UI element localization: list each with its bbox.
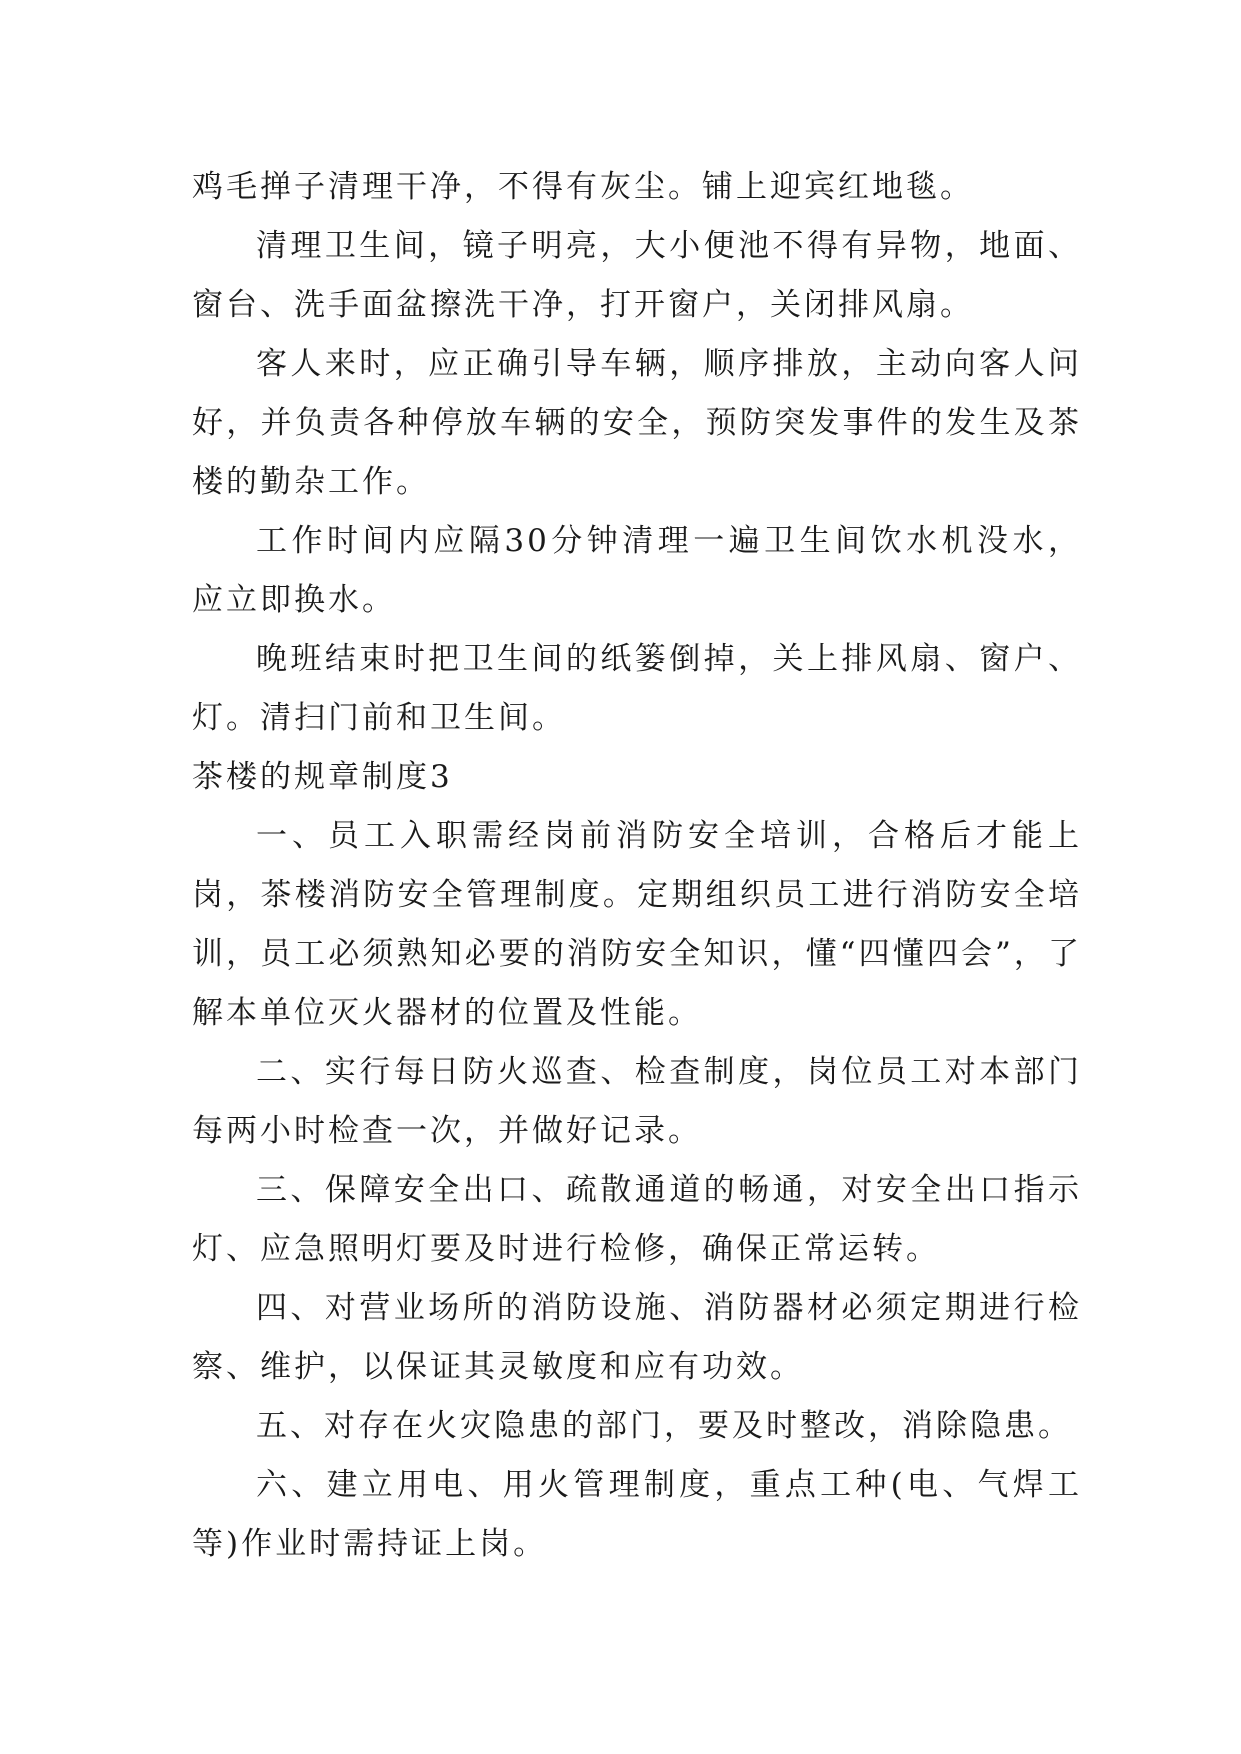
rule-item-3: 三、保障安全出口、疏散通道的畅通，对安全出口指示灯、应急照明灯要及时进行检修，确保正常运转。 bbox=[192, 1172, 1082, 1267]
section-heading: 茶楼的规章制度3 bbox=[192, 759, 453, 795]
paragraph-work-hours: 工作时间内应隔30分钟清理一遍卫生间饮水机没水，应立即换水。 bbox=[192, 523, 1082, 618]
paragraph-guest-vehicles: 客人来时，应正确引导车辆，顺序排放，主动向客人问好，并负责各种停放车辆的安全，预防突发事件的发生及茶楼的勤杂工作。 bbox=[192, 346, 1082, 500]
rule-item-5: 五、对存在火灾隐患的部门，要及时整改，消除隐患。 bbox=[256, 1408, 1072, 1444]
paragraph-night-shift: 晚班结束时把卫生间的纸篓倒掉，关上排风扇、窗户、灯。清扫门前和卫生间。 bbox=[192, 641, 1082, 736]
paragraph-restroom-cleaning: 清理卫生间，镜子明亮，大小便池不得有异物，地面、窗台、洗手面盆擦洗干净，打开窗户，关闭排风扇。 bbox=[192, 228, 1082, 323]
rule-item-4: 四、对营业场所的消防设施、消防器材必须定期进行检察、维护，以保证其灵敏度和应有功效。 bbox=[192, 1290, 1082, 1385]
paragraph-continuation: 鸡毛掸子清理干净，不得有灰尘。铺上迎宾红地毯。 bbox=[192, 169, 974, 205]
document-body bbox=[192, 158, 1082, 1574]
rule-item-6: 六、建立用电、用火管理制度，重点工种(电、气焊工等)作业时需持证上岗。 bbox=[192, 1467, 1082, 1562]
rule-item-1: 一、员工入职需经岗前消防安全培训，合格后才能上岗，茶楼消防安全管理制度。定期组织员工进行消防安全培训，员工必须熟知必要的消防安全知识，懂“四懂四会”，了解本单位灭火器材的位置及性能。 bbox=[192, 818, 1082, 1031]
rule-item-2: 二、实行每日防火巡查、检查制度，岗位员工对本部门每两小时检查一次，并做好记录。 bbox=[192, 1054, 1082, 1149]
